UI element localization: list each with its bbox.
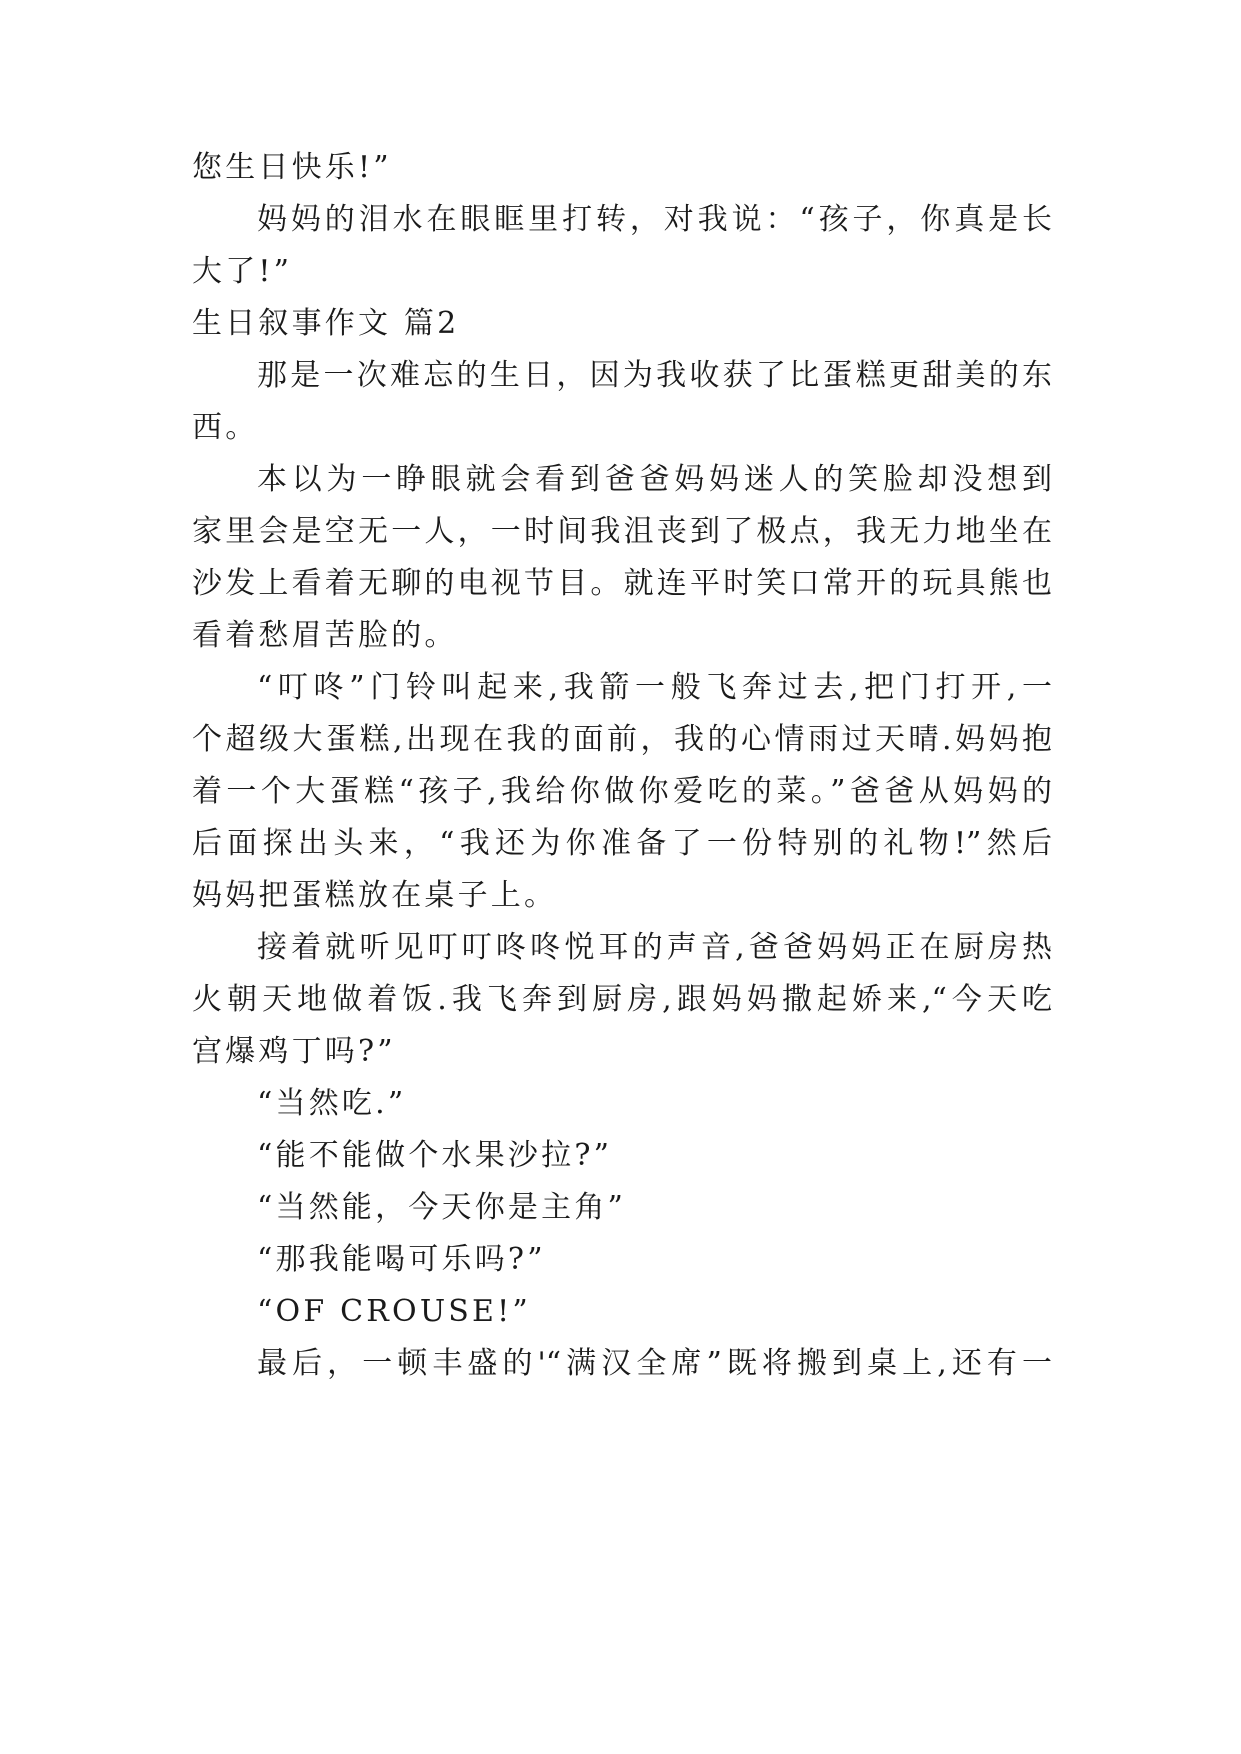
- text-line: 沙发上看着无聊的电视节目。就连平时笑口常开的玩具熊也: [192, 566, 1052, 601]
- text-line: 火朝天地做着饭.我飞奔到厨房,跟妈妈撒起娇来,“今天吃: [192, 982, 1052, 1017]
- text-line: 看着愁眉苦脸的。: [192, 618, 458, 653]
- section-heading: 生日叙事作文 篇2: [192, 306, 460, 341]
- text-line: “叮咚”门铃叫起来,我箭一般飞奔过去,把门打开,一: [257, 670, 1052, 705]
- dialogue-line: “那我能喝可乐吗?”: [257, 1242, 546, 1277]
- text-line: 西。: [192, 410, 259, 445]
- text-line: 那是一次难忘的生日，因为我收获了比蛋糕更甜美的东: [257, 358, 1052, 393]
- dialogue-line: “OF CROUSE!”: [257, 1294, 531, 1329]
- text-line: 您生日快乐!”: [192, 150, 392, 185]
- text-line: 家里会是空无一人，一时间我沮丧到了极点，我无力地坐在: [192, 514, 1052, 549]
- text-line: 本以为一睁眼就会看到爸爸妈妈迷人的笑脸却没想到: [257, 462, 1052, 497]
- text-line: 大了!”: [192, 254, 293, 289]
- text-line: 个超级大蛋糕,出现在我的面前，我的心情雨过天晴.妈妈抱: [192, 722, 1052, 757]
- dialogue-line: “当然吃.”: [257, 1086, 407, 1121]
- text-line: 妈妈把蛋糕放在桌子上。: [192, 878, 558, 913]
- text-line: 着一个大蛋糕“孩子,我给你做你爱吃的菜。”爸爸从妈妈的: [192, 774, 1052, 809]
- text-line: 宫爆鸡丁吗?”: [192, 1034, 396, 1069]
- text-line: 最后，一顿丰盛的'“满汉全席”既将搬到桌上,还有一: [257, 1346, 1052, 1381]
- dialogue-line: “当然能，今天你是主角”: [257, 1190, 627, 1225]
- dialogue-line: “能不能做个水果沙拉?”: [257, 1138, 613, 1173]
- text-line: 妈妈的泪水在眼眶里打转，对我说：“孩子，你真是长: [257, 202, 1052, 237]
- text-line: 后面探出头来，“我还为你准备了一份特别的礼物!”然后: [192, 826, 1052, 861]
- text-line: 接着就听见叮叮咚咚悦耳的声音,爸爸妈妈正在厨房热: [257, 930, 1052, 965]
